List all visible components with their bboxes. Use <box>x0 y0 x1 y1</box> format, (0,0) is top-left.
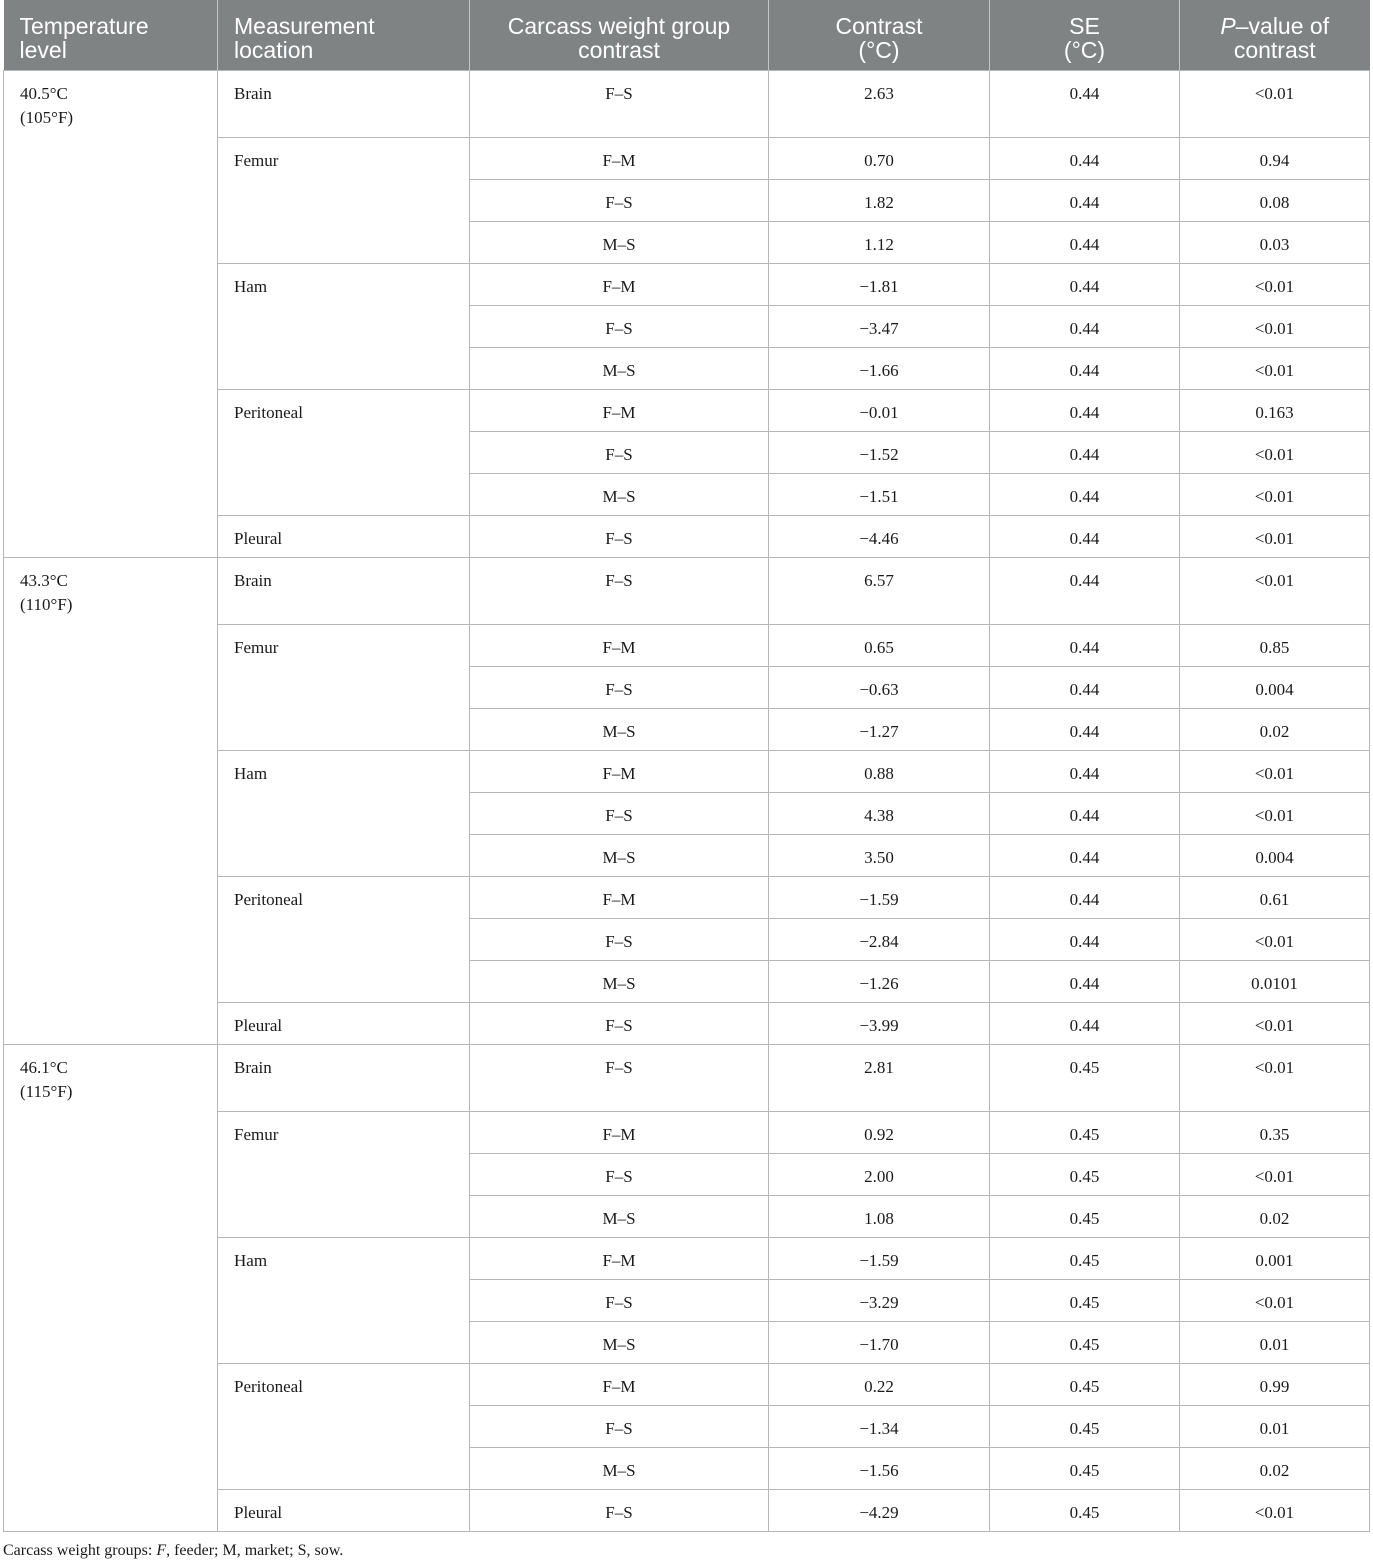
temperature-celsius: 46.1°C <box>20 1058 68 1077</box>
se-cell: 0.44 <box>990 877 1180 919</box>
p-value-cell: <0.01 <box>1180 1490 1370 1532</box>
se-cell: 0.45 <box>990 1112 1180 1154</box>
se-cell: 0.45 <box>990 1406 1180 1448</box>
se-cell: 0.44 <box>990 835 1180 877</box>
contrast-cell: 6.57 <box>769 558 990 625</box>
temperature-level-cell <box>4 71 218 558</box>
p-value-cell: 0.02 <box>1180 1448 1370 1490</box>
table-row <box>4 558 1370 625</box>
p-value-cell: 0.94 <box>1180 138 1370 180</box>
p-value-cell: 0.001 <box>1180 1238 1370 1280</box>
group-contrast-cell: F–M <box>470 390 769 432</box>
se-cell: 0.45 <box>990 1448 1180 1490</box>
group-contrast-cell: F–M <box>470 1112 769 1154</box>
temperature-level-cell <box>4 1045 218 1532</box>
measurement-location-cell: Femur <box>218 625 470 751</box>
se-cell: 0.44 <box>990 1003 1180 1045</box>
p-value-cell: <0.01 <box>1180 516 1370 558</box>
p-value-cell: <0.01 <box>1180 71 1370 138</box>
contrast-cell: −3.29 <box>769 1280 990 1322</box>
contrast-cell: −1.70 <box>769 1322 990 1364</box>
contrast-cell: 0.65 <box>769 625 990 667</box>
se-cell: 0.44 <box>990 222 1180 264</box>
group-contrast-cell: F–S <box>470 667 769 709</box>
header-row <box>4 0 1370 71</box>
se-cell: 0.44 <box>990 432 1180 474</box>
p-value-cell: 0.0101 <box>1180 961 1370 1003</box>
table-row <box>4 1045 1370 1112</box>
contrast-cell: −1.56 <box>769 1448 990 1490</box>
header-group-contrast: Carcass weight group contrast <box>470 0 769 71</box>
measurement-location-cell: Brain <box>218 1045 470 1112</box>
p-value-cell: 0.35 <box>1180 1112 1370 1154</box>
contrast-cell: 0.22 <box>769 1364 990 1406</box>
group-contrast-cell: M–S <box>470 961 769 1003</box>
group-contrast-cell: F–S <box>470 306 769 348</box>
se-cell: 0.44 <box>990 793 1180 835</box>
p-value-cell: <0.01 <box>1180 306 1370 348</box>
p-value-cell: <0.01 <box>1180 1154 1370 1196</box>
measurement-location-cell: Peritoneal <box>218 877 470 1003</box>
measurement-location-cell: Ham <box>218 264 470 390</box>
temperature-celsius: 40.5°C <box>20 84 68 103</box>
measurement-location-cell: Brain <box>218 558 470 625</box>
p-value-cell: <0.01 <box>1180 1280 1370 1322</box>
table-body <box>4 71 1370 1532</box>
header-contrast: Contrast (°C) <box>769 0 990 71</box>
measurement-location-cell: Brain <box>218 71 470 138</box>
p-value-cell: 0.02 <box>1180 1196 1370 1238</box>
measurement-location-cell: Femur <box>218 138 470 264</box>
contrast-cell: 1.12 <box>769 222 990 264</box>
temperature-fahrenheit: (105°F) <box>20 108 74 127</box>
se-cell: 0.45 <box>990 1045 1180 1112</box>
p-value-cell: <0.01 <box>1180 751 1370 793</box>
p-value-cell: 0.61 <box>1180 877 1370 919</box>
temperature-fahrenheit: (110°F) <box>20 595 73 614</box>
group-contrast-cell: F–M <box>470 751 769 793</box>
se-cell: 0.45 <box>990 1490 1180 1532</box>
group-contrast-cell: F–M <box>470 1238 769 1280</box>
se-cell: 0.44 <box>990 474 1180 516</box>
contrast-cell: −1.51 <box>769 474 990 516</box>
p-value-cell: <0.01 <box>1180 348 1370 390</box>
header-temperature-level: Temperature level <box>4 0 218 71</box>
se-cell: 0.45 <box>990 1196 1180 1238</box>
contrast-cell: −4.46 <box>769 516 990 558</box>
contrast-cell: −1.81 <box>769 264 990 306</box>
contrast-cell: −1.59 <box>769 1238 990 1280</box>
group-contrast-cell: F–S <box>470 558 769 625</box>
contrast-cell: 4.38 <box>769 793 990 835</box>
group-contrast-cell: F–S <box>470 919 769 961</box>
measurement-location-cell: Peritoneal <box>218 1364 470 1490</box>
measurement-location-cell: Pleural <box>218 516 470 558</box>
temperature-level-cell <box>4 558 218 1045</box>
group-contrast-cell: F–S <box>470 1154 769 1196</box>
group-contrast-cell: M–S <box>470 1322 769 1364</box>
p-value-cell: <0.01 <box>1180 793 1370 835</box>
p-value-cell: 0.01 <box>1180 1322 1370 1364</box>
p-value-cell: 0.03 <box>1180 222 1370 264</box>
measurement-location-cell: Pleural <box>218 1003 470 1045</box>
header-se: SE (°C) <box>990 0 1180 71</box>
group-contrast-cell: F–S <box>470 1406 769 1448</box>
group-contrast-cell: M–S <box>470 1448 769 1490</box>
contrast-cell: 2.81 <box>769 1045 990 1112</box>
table-row <box>4 71 1370 138</box>
group-contrast-cell: M–S <box>470 348 769 390</box>
group-contrast-cell: F–S <box>470 1280 769 1322</box>
group-contrast-cell: F–S <box>470 180 769 222</box>
p-value-cell: 0.99 <box>1180 1364 1370 1406</box>
se-cell: 0.45 <box>990 1238 1180 1280</box>
se-cell: 0.44 <box>990 751 1180 793</box>
contrast-cell: 0.70 <box>769 138 990 180</box>
contrast-cell: −1.59 <box>769 877 990 919</box>
group-contrast-cell: F–S <box>470 1490 769 1532</box>
p-value-cell: <0.01 <box>1180 432 1370 474</box>
se-cell: 0.44 <box>990 348 1180 390</box>
group-contrast-cell: F–S <box>470 1045 769 1112</box>
group-contrast-cell: M–S <box>470 1196 769 1238</box>
group-contrast-cell: M–S <box>470 709 769 751</box>
se-cell: 0.44 <box>990 71 1180 138</box>
se-cell: 0.44 <box>990 138 1180 180</box>
se-cell: 0.45 <box>990 1322 1180 1364</box>
contrast-cell: −1.52 <box>769 432 990 474</box>
results-table <box>3 0 1370 1532</box>
contrast-cell: 0.92 <box>769 1112 990 1154</box>
p-value-cell: 0.004 <box>1180 835 1370 877</box>
contrast-cell: −3.47 <box>769 306 990 348</box>
measurement-location-cell: Pleural <box>218 1490 470 1532</box>
group-contrast-cell: M–S <box>470 474 769 516</box>
p-value-cell: <0.01 <box>1180 264 1370 306</box>
measurement-location-cell: Peritoneal <box>218 390 470 516</box>
se-cell: 0.45 <box>990 1154 1180 1196</box>
contrast-cell: −4.29 <box>769 1490 990 1532</box>
se-cell: 0.44 <box>990 264 1180 306</box>
group-contrast-cell: M–S <box>470 835 769 877</box>
contrast-cell: 2.00 <box>769 1154 990 1196</box>
group-contrast-cell: F–S <box>470 71 769 138</box>
measurement-location-cell: Ham <box>218 1238 470 1364</box>
measurement-location-cell: Ham <box>218 751 470 877</box>
contrast-cell: −1.26 <box>769 961 990 1003</box>
group-contrast-cell: F–M <box>470 877 769 919</box>
group-contrast-cell: F–S <box>470 516 769 558</box>
measurement-location-cell: Femur <box>218 1112 470 1238</box>
se-cell: 0.44 <box>990 709 1180 751</box>
contrast-cell: 2.63 <box>769 71 990 138</box>
group-contrast-cell: F–M <box>470 625 769 667</box>
p-value-cell: <0.01 <box>1180 1045 1370 1112</box>
temperature-fahrenheit: (115°F) <box>20 1082 73 1101</box>
group-contrast-cell: M–S <box>470 222 769 264</box>
p-value-cell: <0.01 <box>1180 1003 1370 1045</box>
p-value-cell: 0.163 <box>1180 390 1370 432</box>
se-cell: 0.45 <box>990 1364 1180 1406</box>
contrast-cell: 3.50 <box>769 835 990 877</box>
se-cell: 0.44 <box>990 390 1180 432</box>
se-cell: 0.44 <box>990 558 1180 625</box>
header-p-value: P–value of contrast <box>1180 0 1370 71</box>
group-contrast-cell: F–S <box>470 432 769 474</box>
group-contrast-cell: F–M <box>470 138 769 180</box>
se-cell: 0.44 <box>990 961 1180 1003</box>
contrast-cell: 1.08 <box>769 1196 990 1238</box>
se-cell: 0.44 <box>990 625 1180 667</box>
se-cell: 0.44 <box>990 516 1180 558</box>
contrast-cell: −1.34 <box>769 1406 990 1448</box>
p-value-cell: 0.08 <box>1180 180 1370 222</box>
contrast-cell: −0.63 <box>769 667 990 709</box>
group-contrast-cell: F–M <box>470 1364 769 1406</box>
p-value-cell: <0.01 <box>1180 474 1370 516</box>
footnote: Carcass weight groups: F, feeder; M, market; S, sow. <box>3 1542 344 1559</box>
group-contrast-cell: F–S <box>470 1003 769 1045</box>
contrast-cell: −1.27 <box>769 709 990 751</box>
group-contrast-cell: F–M <box>470 264 769 306</box>
se-cell: 0.44 <box>990 667 1180 709</box>
contrast-cell: −0.01 <box>769 390 990 432</box>
se-cell: 0.45 <box>990 1280 1180 1322</box>
contrast-cell: −3.99 <box>769 1003 990 1045</box>
temperature-celsius: 43.3°C <box>20 571 68 590</box>
se-cell: 0.44 <box>990 180 1180 222</box>
group-contrast-cell: F–S <box>470 793 769 835</box>
p-value-cell: <0.01 <box>1180 919 1370 961</box>
p-value-cell: <0.01 <box>1180 558 1370 625</box>
contrast-cell: 0.88 <box>769 751 990 793</box>
p-value-cell: 0.004 <box>1180 667 1370 709</box>
p-value-cell: 0.02 <box>1180 709 1370 751</box>
contrast-cell: 1.82 <box>769 180 990 222</box>
se-cell: 0.44 <box>990 919 1180 961</box>
p-value-cell: 0.85 <box>1180 625 1370 667</box>
contrast-cell: −2.84 <box>769 919 990 961</box>
header-measurement-location: Measurement location <box>218 0 470 71</box>
p-value-cell: 0.01 <box>1180 1406 1370 1448</box>
se-cell: 0.44 <box>990 306 1180 348</box>
contrast-cell: −1.66 <box>769 348 990 390</box>
